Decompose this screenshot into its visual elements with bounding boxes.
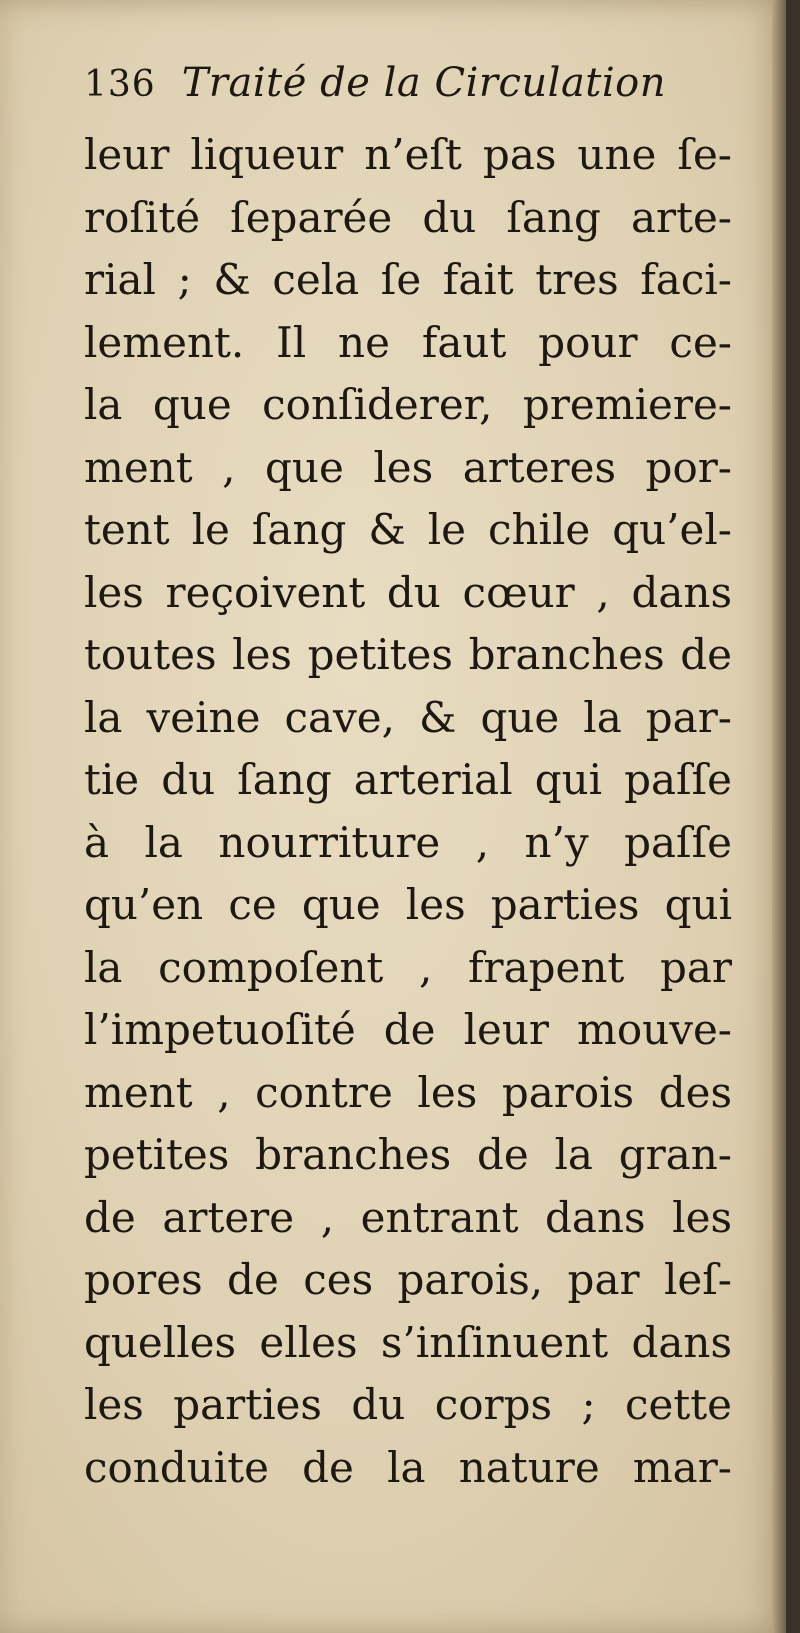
text-line: tent le ſang & le chile qu’el- (84, 505, 732, 554)
text-line: de artere , entrant dans les (84, 1192, 732, 1242)
text-line: pores de ces parois, par leſ- (84, 1255, 732, 1304)
text-line: roſité ſeparée du ſang arte- (84, 192, 732, 242)
text-line: ment , que les arteres por- (84, 442, 732, 492)
page-number: 136 (84, 64, 156, 105)
text-line: tie du ſang arterial qui paſſe (84, 755, 732, 804)
text-line: les parties du corps ; cette (84, 1380, 732, 1429)
page-edge-shadow (772, 0, 786, 1633)
running-title: Traité de la Circulation (181, 60, 667, 106)
text-line: lement. Il ne faut pour ce- (84, 317, 732, 367)
text-line: à la nourriture , n’y paſſe (84, 817, 732, 867)
text-line: qu’en ce que les parties qui (84, 880, 732, 929)
text-line: conduite de la nature mar- (84, 1442, 732, 1492)
text-line: toutes les petites branches de (84, 630, 732, 679)
text-line: la que conſiderer, premiere- (84, 380, 732, 429)
text-line: quelles elles s’inſinuent dans (84, 1317, 732, 1367)
text-block (84, 60, 732, 1499)
text-line: l’impetuoſité de leur mouve- (84, 1005, 732, 1054)
text-line: les reçoivent du cœur , dans (84, 567, 732, 617)
text-line: ment , contre les parois des (84, 1067, 732, 1117)
page-header (84, 60, 732, 124)
text-line: la compoſent , frapent par (84, 942, 732, 992)
text-line: leur liqueur n’eſt pas une ſe- (84, 130, 732, 179)
text-line: petites branches de la gran- (84, 1130, 732, 1179)
text-line: la veine cave, & que la par- (84, 692, 732, 742)
body-text (84, 124, 732, 1499)
text-line: rial ; & cela ſe fait tres faci- (84, 255, 732, 304)
